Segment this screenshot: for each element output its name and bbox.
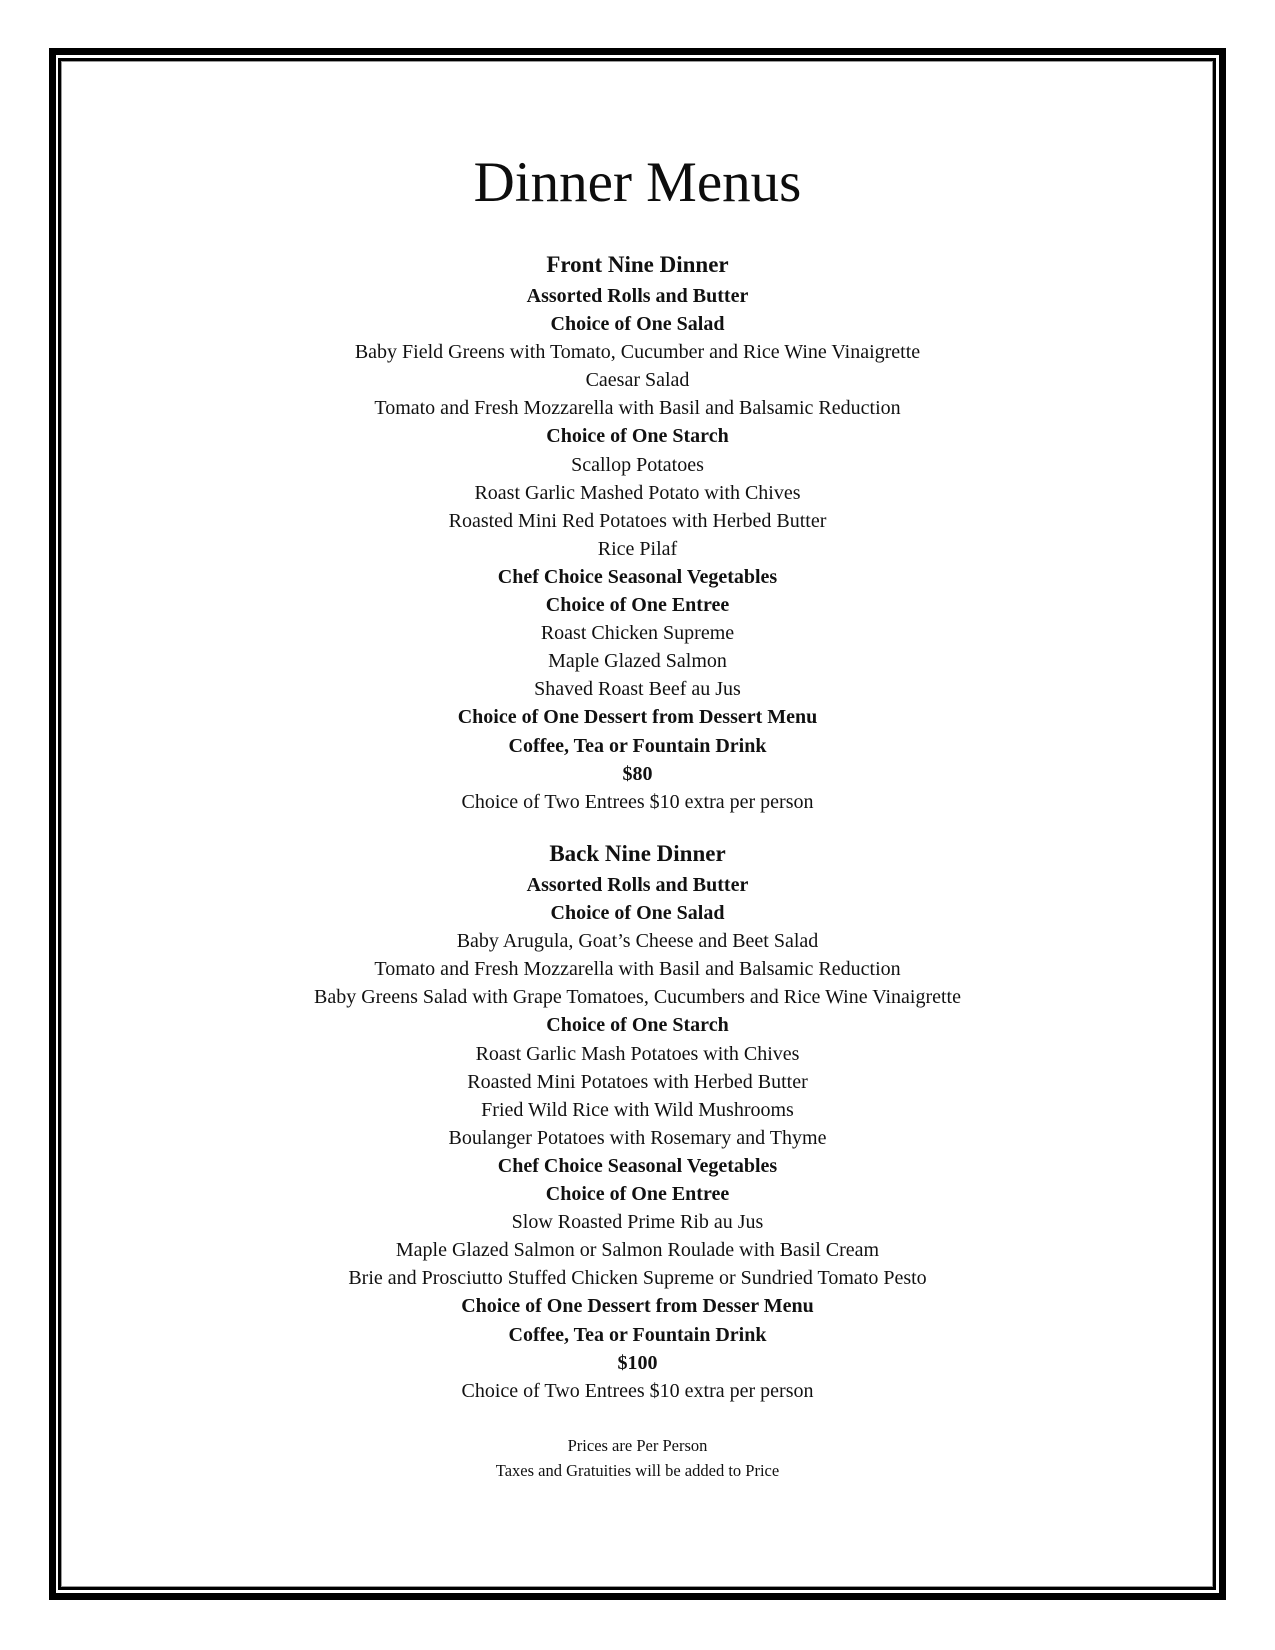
menu-item-line: Choice of Two Entrees $10 extra per person — [461, 1379, 814, 1402]
menu-item-line: Roast Garlic Mash Potatoes with Chives — [475, 1042, 800, 1065]
front-nine-dinner-menu — [0, 247, 1275, 816]
menu-section-line: Choice of One Salad — [550, 902, 725, 925]
page-title: Dinner Menus — [473, 151, 802, 214]
menu-item-line: Roasted Mini Potatoes with Herbed Butter — [467, 1070, 808, 1093]
menu-heading: Back Nine Dinner — [549, 841, 726, 866]
menu-item-line: Shaved Roast Beef au Jus — [534, 678, 741, 701]
back-nine-dinner-menu — [0, 836, 1275, 1405]
menu-item-line: Roasted Mini Red Potatoes with Herbed Butter — [448, 509, 827, 532]
menu-section-line: Choice of One Entree — [545, 594, 730, 617]
menu-item-line: Roast Chicken Supreme — [540, 622, 735, 645]
menu-section-line: Assorted Rolls and Butter — [526, 874, 749, 896]
menu-lines — [0, 282, 1275, 816]
menu-item-line: Rice Pilaf — [597, 537, 678, 560]
menu-item-line: Maple Glazed Salmon — [548, 650, 727, 673]
menu-item-line: Maple Glazed Salmon or Salmon Roulade with Basil Cream — [395, 1239, 880, 1262]
menu-section-line: Coffee, Tea or Fountain Drink — [508, 1323, 767, 1346]
menu-section-line: Assorted Rolls and Butter — [526, 285, 749, 307]
menu-item-line: Slow Roasted Prime Rib au Jus — [511, 1211, 764, 1234]
menu-item-line: Tomato and Fresh Mozzarella with Basil and Balsamic Reduction — [374, 958, 901, 981]
menu-item-line: Tomato and Fresh Mozzarella with Basil and Balsamic Reduction — [374, 397, 901, 420]
menu-section-line: Coffee, Tea or Fountain Drink — [508, 734, 767, 757]
menu-item-line: Baby Arugula, Goat’s Cheese and Beet Salad — [456, 930, 819, 953]
taxes-note: Taxes and Gratuities will be added to Price — [495, 1461, 780, 1481]
menu-item-line: Caesar Salad — [585, 369, 690, 392]
menu-section-line: Choice of One Starch — [546, 425, 729, 448]
menu-item-line: Baby Greens Salad with Grape Tomatoes, Cucumbers and Rice Wine Vinaigrette — [314, 986, 961, 1009]
menu-section-line: $100 — [617, 1351, 658, 1374]
menu-heading: Front Nine Dinner — [546, 252, 729, 277]
menu-section-line: Chef Choice Seasonal Vegetables — [497, 565, 778, 588]
menu-item-line: Choice of Two Entrees $10 extra per person — [461, 790, 814, 813]
menu-section-line: Choice of One Dessert from Desser Menu — [461, 1295, 814, 1318]
menu-lines — [0, 871, 1275, 1405]
menu-item-line: Fried Wild Rice with Wild Mushrooms — [481, 1098, 794, 1121]
menu-item-line: Scallop Potatoes — [571, 453, 704, 476]
menu-section-line: Chef Choice Seasonal Vegetables — [497, 1154, 778, 1177]
menu-section-line: $80 — [622, 762, 653, 785]
menu-item-line: Brie and Prosciutto Stuffed Chicken Supreme or Sundried Tomato Pesto — [348, 1267, 927, 1290]
menu-section-line: Choice of One Starch — [546, 1014, 729, 1037]
footer-notes — [0, 1433, 1275, 1483]
menu-item-line: Baby Field Greens with Tomato, Cucumber and Rice Wine Vinaigrette — [354, 341, 921, 364]
menu-section-line: Choice of One Entree — [545, 1183, 730, 1206]
menu-section-line: Choice of One Dessert from Dessert Menu — [457, 706, 818, 729]
prices-note: Prices are Per Person — [567, 1436, 708, 1455]
menu-item-line: Boulanger Potatoes with Rosemary and Thyme — [448, 1126, 827, 1149]
menu-item-line: Roast Garlic Mashed Potato with Chives — [474, 481, 801, 504]
menu-section-line: Choice of One Salad — [550, 313, 725, 336]
